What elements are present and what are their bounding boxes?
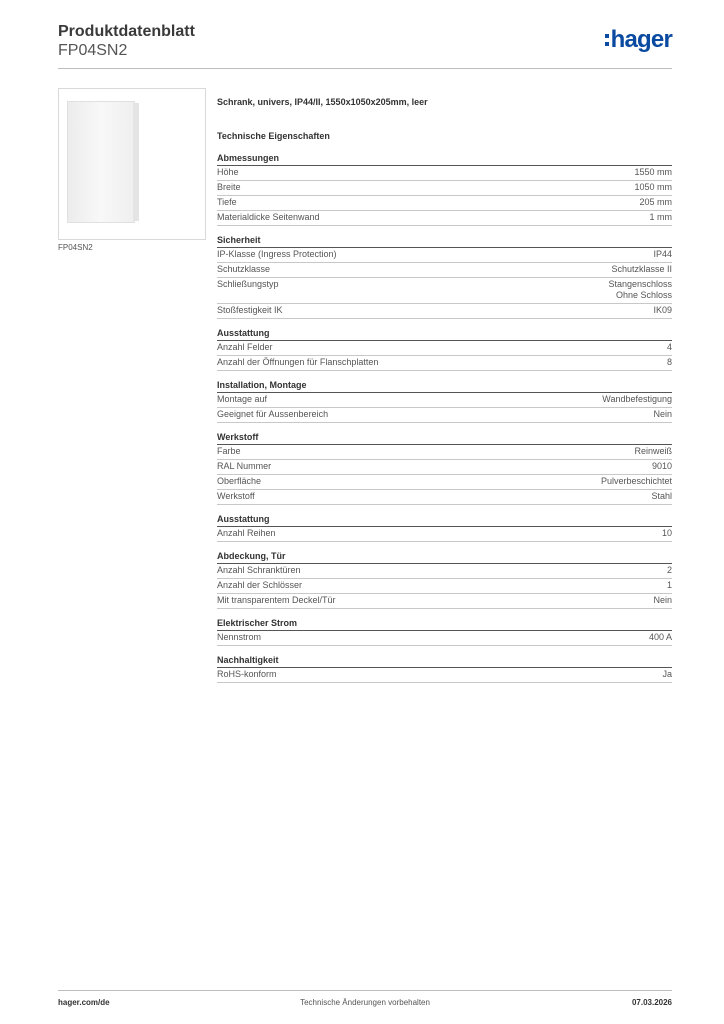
spec-value [602, 394, 672, 405]
spec-value-line: 4 [666, 342, 672, 352]
spec-label: Anzahl der Schlösser [217, 580, 303, 590]
section-title: Abdeckung, Tür [217, 550, 672, 564]
spec-value [662, 528, 672, 539]
spec-value [634, 182, 672, 193]
spec-value-line: 205 mm [639, 197, 672, 207]
spec-value-line: 9010 [651, 461, 672, 471]
footer-divider [58, 990, 672, 991]
spec-value [608, 279, 672, 301]
spec-label: Geeignet für Aussenbereich [217, 409, 329, 419]
spec-row [217, 356, 672, 371]
spec-value [653, 409, 672, 420]
spec-row [217, 631, 672, 646]
spec-label: Breite [217, 182, 241, 192]
spec-row [217, 408, 672, 423]
spec-value [649, 632, 672, 643]
spec-value [667, 580, 672, 591]
spec-value [651, 491, 672, 502]
spec-row [217, 181, 672, 196]
spec-value-line: Pulverbeschichtet [600, 476, 672, 486]
spec-label: Höhe [217, 167, 239, 177]
spec-row [217, 304, 672, 319]
spec-value [639, 197, 672, 208]
spec-label: Stoßfestigkeit IK [217, 305, 283, 315]
section-title: Elektrischer Strom [217, 617, 672, 631]
spec-row [217, 196, 672, 211]
spec-value-line: IK09 [653, 305, 672, 315]
spec-label: Oberfläche [217, 476, 262, 486]
spec-label: Schließungstyp [217, 279, 279, 289]
spec-value-line: 1550 mm [634, 167, 672, 177]
spec-value-line: Reinweiß [634, 446, 672, 456]
spec-value-line: 400 A [648, 632, 672, 642]
spec-value [601, 476, 672, 487]
section-title: Installation, Montage [217, 379, 672, 393]
spec-section [217, 513, 672, 542]
spec-row [217, 490, 672, 505]
spec-value-line: Ohne Schloss [615, 290, 672, 300]
section-title: Werkstoff [217, 431, 672, 445]
spec-value-line: Stangenschloss [608, 279, 672, 289]
spec-section [217, 379, 672, 423]
spec-value-line: Ja [662, 669, 672, 679]
spec-value [634, 446, 672, 457]
spec-value [653, 595, 672, 606]
spec-value [667, 342, 672, 353]
spec-value-line: 10 [661, 528, 672, 538]
specifications [217, 96, 672, 691]
spec-label: Anzahl der Öffnungen für Flanschplatten [217, 357, 379, 367]
spec-value [653, 305, 672, 316]
spec-section [217, 617, 672, 646]
spec-value-line: 8 [666, 357, 672, 367]
spec-row [217, 263, 672, 278]
spec-row [217, 460, 672, 475]
spec-row [217, 211, 672, 226]
spec-value [667, 357, 672, 368]
section-title: Ausstattung [217, 513, 672, 527]
spec-value [634, 167, 672, 178]
spec-label: RoHS-konform [217, 669, 277, 679]
spec-label: RAL Nummer [217, 461, 272, 471]
spec-sections [217, 152, 672, 683]
spec-section [217, 152, 672, 226]
spec-row [217, 248, 672, 263]
cabinet-front-image [67, 101, 135, 223]
footer-website: hager.com/de [58, 998, 110, 1007]
spec-value-line: Nein [653, 409, 672, 419]
spec-value-line: 2 [666, 565, 672, 575]
spec-row [217, 668, 672, 683]
spec-value [650, 212, 673, 223]
spec-row [217, 564, 672, 579]
spec-row [217, 445, 672, 460]
section-title: Abmessungen [217, 152, 672, 166]
spec-value-line: Nein [653, 595, 672, 605]
spec-label: Tiefe [217, 197, 237, 207]
spec-row [217, 166, 672, 181]
spec-row [217, 475, 672, 490]
spec-value [653, 249, 672, 260]
spec-label: Anzahl Felder [217, 342, 273, 352]
product-image [58, 88, 206, 240]
spec-row [217, 341, 672, 356]
spec-value-line: Wandbefestigung [602, 394, 672, 404]
spec-label: IP-Klasse (Ingress Protection) [217, 249, 337, 259]
spec-section [217, 654, 672, 683]
spec-label: Nennstrom [217, 632, 262, 642]
header-divider [58, 68, 672, 69]
spec-section [217, 327, 672, 371]
spec-row [217, 579, 672, 594]
spec-value [667, 565, 672, 576]
article-number: FP04SN2 [58, 42, 128, 59]
spec-label: Werkstoff [217, 491, 255, 501]
spec-label: Materialdicke Seitenwand [217, 212, 320, 222]
section-title: Nachhaltigkeit [217, 654, 672, 668]
spec-section [217, 550, 672, 609]
spec-value-line: IP44 [653, 249, 672, 259]
spec-label: Schutzklasse [217, 264, 271, 274]
page-header [58, 22, 672, 60]
spec-label: Montage auf [217, 394, 268, 404]
logo-colon-icon [605, 34, 609, 46]
document-title: Produktdatenblatt [58, 23, 195, 40]
spec-label: Farbe [217, 446, 241, 456]
spec-section [217, 234, 672, 319]
footer-date: 07.03.2026 [631, 998, 672, 1007]
spec-value [662, 669, 672, 680]
spec-value-line: 1 [666, 580, 672, 590]
spec-value-line: Schutzklasse II [611, 264, 672, 274]
product-description: Schrank, univers, IP44/II, 1550x1050x205mm, leer [217, 97, 428, 107]
spec-label: Anzahl Schranktüren [217, 565, 301, 575]
spec-row [217, 527, 672, 542]
spec-value-line: 1 mm [649, 212, 672, 222]
section-title: Sicherheit [217, 234, 672, 248]
spec-row [217, 594, 672, 609]
technical-properties-heading: Technische Eigenschaften [217, 131, 330, 141]
section-title: Ausstattung [217, 327, 672, 341]
spec-section [217, 431, 672, 505]
spec-value [652, 461, 672, 472]
logo-wordmark: hager [610, 26, 672, 53]
spec-value [611, 264, 672, 275]
spec-row [217, 278, 672, 304]
footer-notice: Technische Änderungen vorbehalten [300, 998, 430, 1007]
cabinet-side-image [133, 103, 139, 221]
spec-label: Anzahl Reihen [217, 528, 276, 538]
hager-logo [605, 28, 672, 52]
spec-row [217, 393, 672, 408]
product-image-caption: FP04SN2 [58, 243, 93, 252]
spec-value-line: 1050 mm [634, 182, 672, 192]
spec-value-line: Stahl [651, 491, 672, 501]
spec-label: Mit transparentem Deckel/Tür [217, 595, 336, 605]
